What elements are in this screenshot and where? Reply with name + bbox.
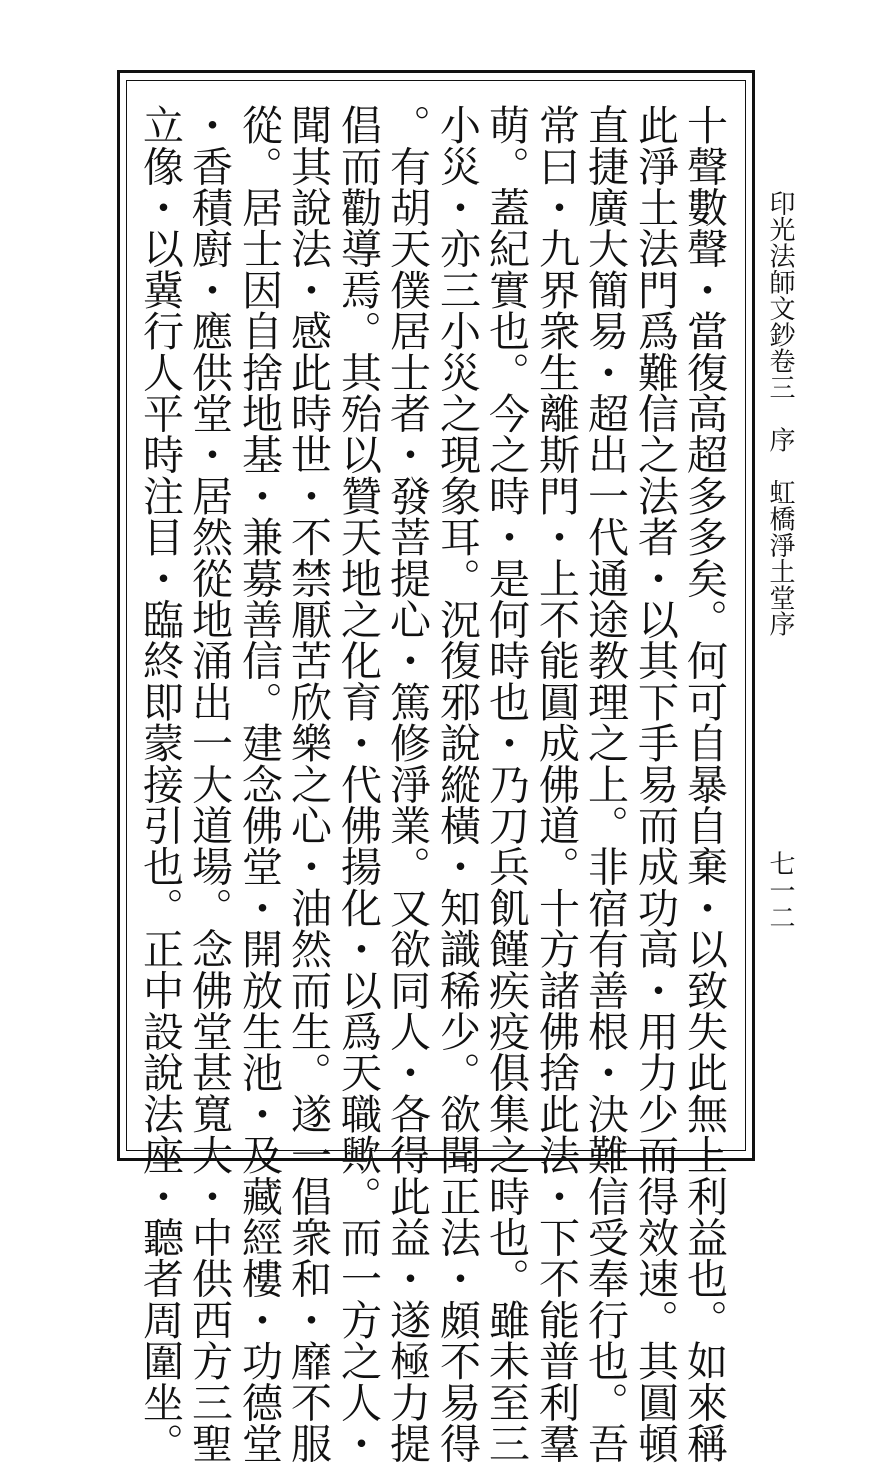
text-column-10: 從。居士因自捨地基・兼募善信。建念佛堂・開放生池・及藏經樓・功德堂 <box>235 104 283 1464</box>
text-column-2: 此淨土法門爲難信之法者・以其下手易而成功高・用力少而得效速。其圓頓 <box>631 104 679 1464</box>
text-column-12: 立像・以冀行人平時注目・臨終即蒙接引也。正中設說法座・聽者周圍坐。 <box>136 104 184 1464</box>
text-column-8: 倡而勸導焉。其殆以贊天地之化育・代佛揚化・以爲天職歟。而一方之人・ <box>334 104 382 1464</box>
running-title: 印光法師文鈔卷三 序 虹橋淨土堂序 <box>765 190 795 638</box>
text-column-11: ・香積廚・應供堂・居然從地涌出一大道場。念佛堂甚寬大・中供西方三聖 <box>185 104 233 1464</box>
text-column-3: 直捷廣大簡易・超出一代通途教理之上。非宿有善根・決難信受奉行也。吾 <box>581 104 629 1464</box>
page-number: 七一二 <box>765 850 795 931</box>
text-column-9: 聞其說法・感此時世・不禁厭苦欣樂之心・油然而生。遂一倡衆和・靡不服 <box>284 104 332 1464</box>
text-column-4: 常曰・九界衆生離斯門・上不能圓成佛道。十方諸佛捨此法・下不能普利羣 <box>532 104 580 1464</box>
text-column-1: 十聲數聲・當復高超多多矣。何可自暴自棄・以致失此無上利益也。如來稱 <box>680 104 728 1464</box>
text-column-6: 小災・亦三小災之現象耳。況復邪說縱橫・知識稀少。欲聞正法・頗不易得 <box>433 104 481 1464</box>
text-column-5: 萌。蓋紀實也。今之時・是何時也・乃刀兵飢饉疾疫俱集之時也。雖未至三 <box>482 104 530 1464</box>
text-column-7: 。有胡天僕居士者・發菩提心・篤修淨業。又欲同人・各得此益・遂極力提 <box>383 104 431 1464</box>
